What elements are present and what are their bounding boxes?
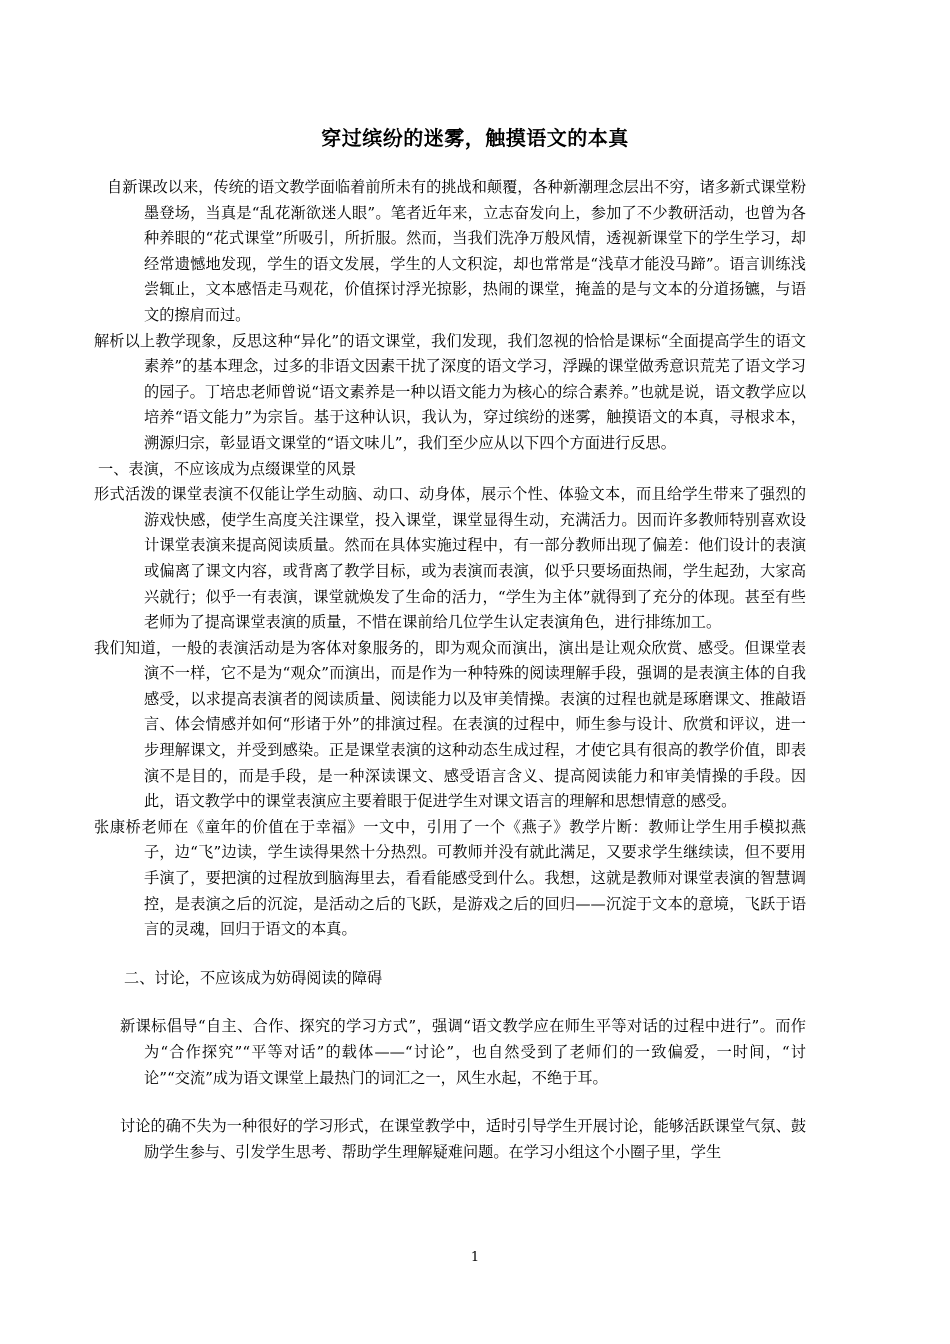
paragraph-discussion-2: 讨论的确不失为一种很好的学习形式，在课堂教学中，适时引导学生开展讨论，能够活跃课堂气氛、鼓励学生参与、引发学生思考、帮助学生理解疑难问题。在学习小组这个小圈子里，学生 (120, 1117, 806, 1161)
section-heading-1: 一、表演，不应该成为点缀课堂的风景 (98, 459, 357, 478)
paragraph-gap (94, 943, 806, 966)
paragraph-intro: 自新课改以来，传统的语文教学面临着前所未有的挑战和颠覆，各种新潮理念层出不穷，诸多新式课堂粉墨登场，当真是“乱花渐欲迷人眼”。笔者近年来，立志奋发向上，参加了不少教研活动，也曾为各种养眼的“花式课堂”所吸引，所折服。然而，当我们洗净万般风情，透视新课堂下的学生学习，却经常遗憾地发现，学生的语文发展，学生的人文积淀，却也常常是“浅草才能没马蹄”。语言训练浅尝辄止，文本感悟走马观花，价值探讨浮光掠影，热闹的课堂，掩盖的是与文本的分道扬镳，与语文的擦肩而过。 (107, 178, 806, 324)
paragraph-discussion-1: 新课标倡导“自主、合作、探究的学习方式”，强调“语文教学应在师生平等对话的过程中进行”。而作为“合作探究”“平等对话”的载体——“讨论”，也自然受到了老师们的一致偏爱，一时间，“讨论”“交流”成为语文课堂上最热门的词汇之一，风生水起，不绝于耳。 (120, 1017, 806, 1087)
paragraph-performance-3: 张康桥老师在《童年的价值在于幸福》一文中，引用了一个《燕子》教学片断：教师让学生用手模拟燕子，边“飞”边读，学生读得果然十分热烈。可教师并没有就此满足，又要求学生继续读，但不要用手演了，要把演的过程放到脑海里去，看看能感受到什么。我想，这就是教师对课堂表演的智慧调控，是表演之后的沉淀，是活动之后的飞跃，是游戏之后的回归——沉淀于文本的意境，飞跃于语言的灵魂，回归于语文的本真。 (94, 817, 806, 939)
paragraph-performance-1: 形式活泼的课堂表演不仅能让学生动脑、动口、动身体，展示个性、体验文本，而且给学生带来了强烈的游戏快感，使学生高度关注课堂，投入课堂，课堂显得生动，充满活力。因而许多教师特别喜欢设计课堂表演来提高阅读质量。然而在具体实施过程中，有一部分教师出现了偏差：他们设计的表演或偏离了课文内容，或背离了教学目标，或为表演而表演，似乎只要场面热闹，学生起劲，大家高兴就行；似乎一有表演，课堂就焕发了生命的活力，“学生为主体”就得到了充分的体现。甚至有些老师为了提高课堂表演的质量，不惜在课前给几位学生认定表演角色，进行排练加工。 (94, 485, 806, 632)
document-body (94, 175, 806, 1165)
page-number: 1 (470, 1250, 480, 1265)
section-heading-2: 二、讨论，不应该成为妨碍阅读的障碍 (124, 968, 383, 987)
paragraph-performance-2: 我们知道，一般的表演活动是为客体对象服务的，即为观众而演出，演出是让观众欣赏、感受。但课堂表演不一样，它不是为“观众”而演出，而是作为一种特殊的阅读理解手段，强调的是表演主体的自我感受，以求提高表演者的阅读质量、阅读能力以及审美情操。表演的过程也就是琢磨课文、推敲语言、体会情感并如何“形诸于外”的排演过程。在表演的过程中，师生参与设计、欣赏和评议，进一步理解课文，并受到感染。正是课堂表演的这种动态生成过程，才使它具有很高的教学价值，即表演不是目的，而是手段，是一种深读课文、感受语言含义、提高阅读能力和审美情操的手段。因此，语文教学中的课堂表演应主要着眼于促进学生对课文语言的理解和思想情意的感受。 (94, 638, 806, 811)
paragraph-gap (94, 1091, 806, 1114)
document-title: 穿过缤纷的迷雾，触摸语文的本真 (321, 126, 629, 150)
paragraph-gap (94, 991, 806, 1014)
paragraph-analysis: 解析以上教学现象，反思这种“异化”的语文课堂，我们发现，我们忽视的恰恰是课标“全面提高学生的语文素养”的基本理念，过多的非语文因素干扰了深度的语文学习，浮躁的课堂做秀意识荒芜了语文学习的园子。丁培忠老师曾说“语文素养是一种以语文能力为核心的综合素养。”也就是说，语文教学应以培养“语文能力”为宗旨。基于这种认识，我认为，穿过缤纷的迷雾，触摸语文的本真，寻根求本，溯源归宗，彰显语文课堂的“语文味儿”，我们至少应从以下四个方面进行反思。 (94, 331, 806, 452)
